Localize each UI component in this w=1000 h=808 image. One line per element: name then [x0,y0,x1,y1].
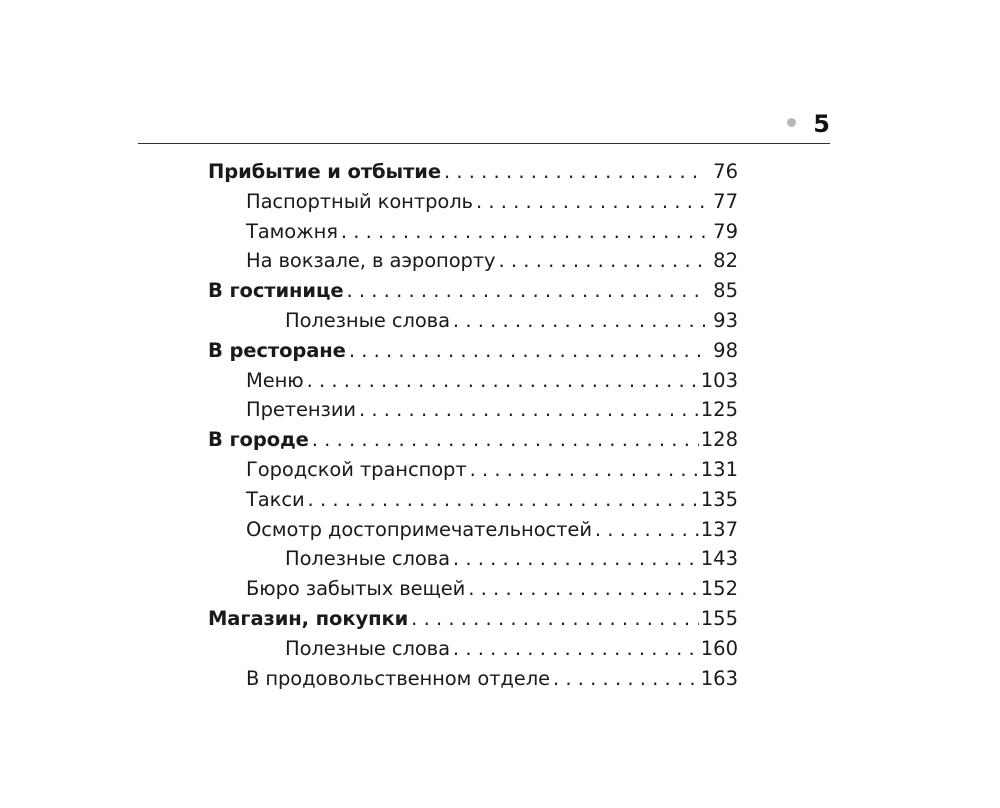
toc-entry-shopping-useful-words[interactable] [208,634,738,664]
toc-entry-page: 163 [700,666,738,690]
dot-leader [408,604,699,634]
toc-entry-taxi[interactable] [208,485,738,515]
dot-leader [450,306,706,336]
toc-entry-title: В городе [208,428,309,452]
toc-entry-page: 135 [700,487,738,511]
toc-entry-station-airport[interactable] [208,246,738,276]
page-number: 5 [813,110,830,138]
toc-entry-title: Прибытие и отбытие [208,160,441,183]
toc-entry-page: 82 [713,249,738,273]
toc-entry-title: Городской транспорт [246,457,467,481]
toc-entry-page: 98 [713,338,738,362]
dot-leader [304,366,699,396]
toc-entry-page: 85 [713,279,738,303]
page-header [138,108,830,144]
toc-entry-title: Паспортный контроль [246,189,473,213]
toc-entry-title: Полезные слова [285,308,450,332]
toc-entry-page: 128 [700,428,738,452]
toc-entry-title: Таможня [246,219,338,243]
toc-entry-title: На вокзале, в аэропорту [246,249,496,273]
toc-entry-page: 155 [700,606,738,630]
toc-entry-title: Полезные слова [285,636,450,660]
toc-entry-title: Осмотр достопримечательностей [246,517,592,541]
dot-leader [496,246,707,276]
toc-entry-page: 93 [713,308,738,332]
dot-leader [356,395,699,425]
toc-entry-menu[interactable] [208,366,738,396]
toc-entry-customs[interactable] [208,217,738,247]
dot-leader [592,515,699,545]
dot-leader [338,217,706,247]
toc-entry-page: 79 [713,219,738,243]
toc-entry-hotel-useful-words[interactable] [208,306,738,336]
toc-entry-page: 77 [713,189,738,213]
dot-leader [467,455,699,485]
toc-entry-title: Полезные слова [285,547,450,571]
toc-entry-page: 103 [700,368,738,392]
toc-entry-arrival-departure[interactable] [208,157,738,187]
toc-entry-title: Меню [246,368,304,392]
toc-entry-page: 137 [700,517,738,541]
toc-entry-complaints[interactable] [208,395,738,425]
bullet-dot-icon [787,118,796,127]
toc-entry-sightseeing[interactable] [208,515,738,545]
toc-entry-page: 125 [700,398,738,422]
dot-leader [309,425,699,455]
toc-entry-title: В продовольственном отделе [246,666,550,690]
toc-entry-city[interactable] [208,425,738,455]
toc-entry-hotel[interactable] [208,276,738,306]
dot-leader [473,187,706,217]
table-of-contents [208,157,738,693]
toc-entry-lost-and-found[interactable] [208,574,738,604]
toc-entry-page: 143 [700,547,738,571]
dot-leader [450,634,699,664]
header-rule [138,143,830,144]
dot-leader [343,276,706,306]
toc-entry-title: Бюро забытых вещей [246,577,466,601]
toc-entry-city-useful-words[interactable] [208,544,738,574]
toc-entry-city-transport[interactable] [208,455,738,485]
toc-entry-restaurant[interactable] [208,336,738,366]
toc-entry-title: В ресторане [208,338,346,362]
dot-leader [441,157,706,187]
toc-entry-title: Претензии [246,398,356,422]
toc-entry-shopping[interactable] [208,604,738,634]
dot-leader [550,664,699,694]
toc-entry-page: 160 [700,636,738,660]
toc-entry-title: Магазин, покупки [208,606,409,630]
dot-leader [465,574,699,604]
toc-entry-page: 131 [700,457,738,481]
toc-entry-passport-control[interactable] [208,187,738,217]
dot-leader [450,544,699,574]
dot-leader [305,485,699,515]
dot-leader [346,336,706,366]
toc-entry-page: 76 [713,160,738,183]
toc-entry-page: 152 [700,577,738,601]
toc-entry-grocery-department[interactable] [208,664,738,694]
toc-entry-title: Такси [246,487,305,511]
toc-entry-title: В гостинице [208,279,344,303]
